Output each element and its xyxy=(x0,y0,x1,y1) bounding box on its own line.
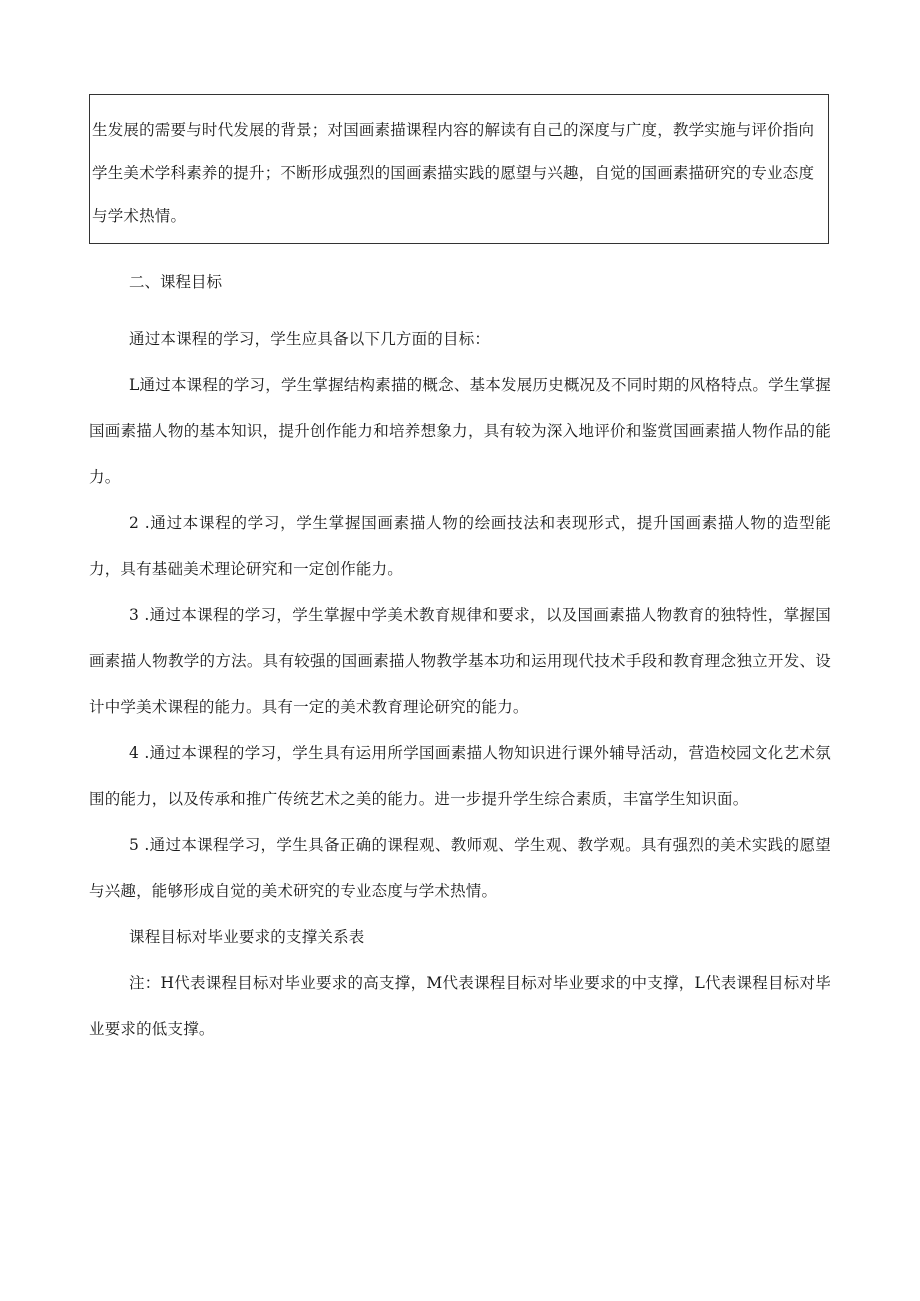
intro-paragraph: 通过本课程的学习，学生应具备以下几方面的目标： xyxy=(129,330,491,348)
goal-paragraph-1: L通过本课程的学习，学生掌握结构素描的概念、基本发展历史概况及不同时期的风格特点。学生掌握国画素描人物的基本知识，提升创作能力和培养想象力，具有较为深入地评价和鉴赏国画素描人物作品的能力。 xyxy=(89,376,831,486)
bordered-text-box xyxy=(89,94,829,244)
box-paragraph: 生发展的需要与时代发展的背景；对国画素描课程内容的解读有自己的深度与广度，教学实施与评价指向学生美术学科素养的提升；不断形成强烈的国画素描实践的愿望与兴趣，自觉的国画素描研究的专业态度与学术热情。 xyxy=(92,121,815,225)
body-text xyxy=(89,316,831,1052)
goal-paragraph-5: 5 .通过本课程学习，学生具备正确的课程观、教师观、学生观、教学观。具有强烈的美术实践的愿望与兴趣，能够形成自觉的美术研究的专业态度与学术热情。 xyxy=(89,836,831,900)
goal-paragraph-4: 4 .通过本课程的学习，学生具有运用所学国画素描人物知识进行课外辅导活动，营造校园文化艺术氛围的能力，以及传承和推广传统艺术之美的能力。进一步提升学生综合素质，丰富学生知识面。 xyxy=(89,744,831,808)
goal-paragraph-3: 3 .通过本课程的学习，学生掌握中学美术教育规律和要求，以及国画素描人物教育的独特性，掌握国画素描人物教学的方法。具有较强的国画素描人物教学基本功和运用现代技术手段和教育理念独立开发、设计中学美术课程的能力。具有一定的美术教育理论研究的能力。 xyxy=(89,606,831,716)
goal-paragraph-2: 2 .通过本课程的学习，学生掌握国画素描人物的绘画技法和表现形式，提升国画素描人物的造型能力，具有基础美术理论研究和一定创作能力。 xyxy=(89,514,831,578)
section-heading: 二、课程目标 xyxy=(129,273,223,291)
table-caption: 课程目标对毕业要求的支撑关系表 xyxy=(129,928,365,946)
note-paragraph: 注：H代表课程目标对毕业要求的高支撑，M代表课程目标对毕业要求的中支撑，L代表课程目标对毕业要求的低支撑。 xyxy=(89,974,831,1038)
